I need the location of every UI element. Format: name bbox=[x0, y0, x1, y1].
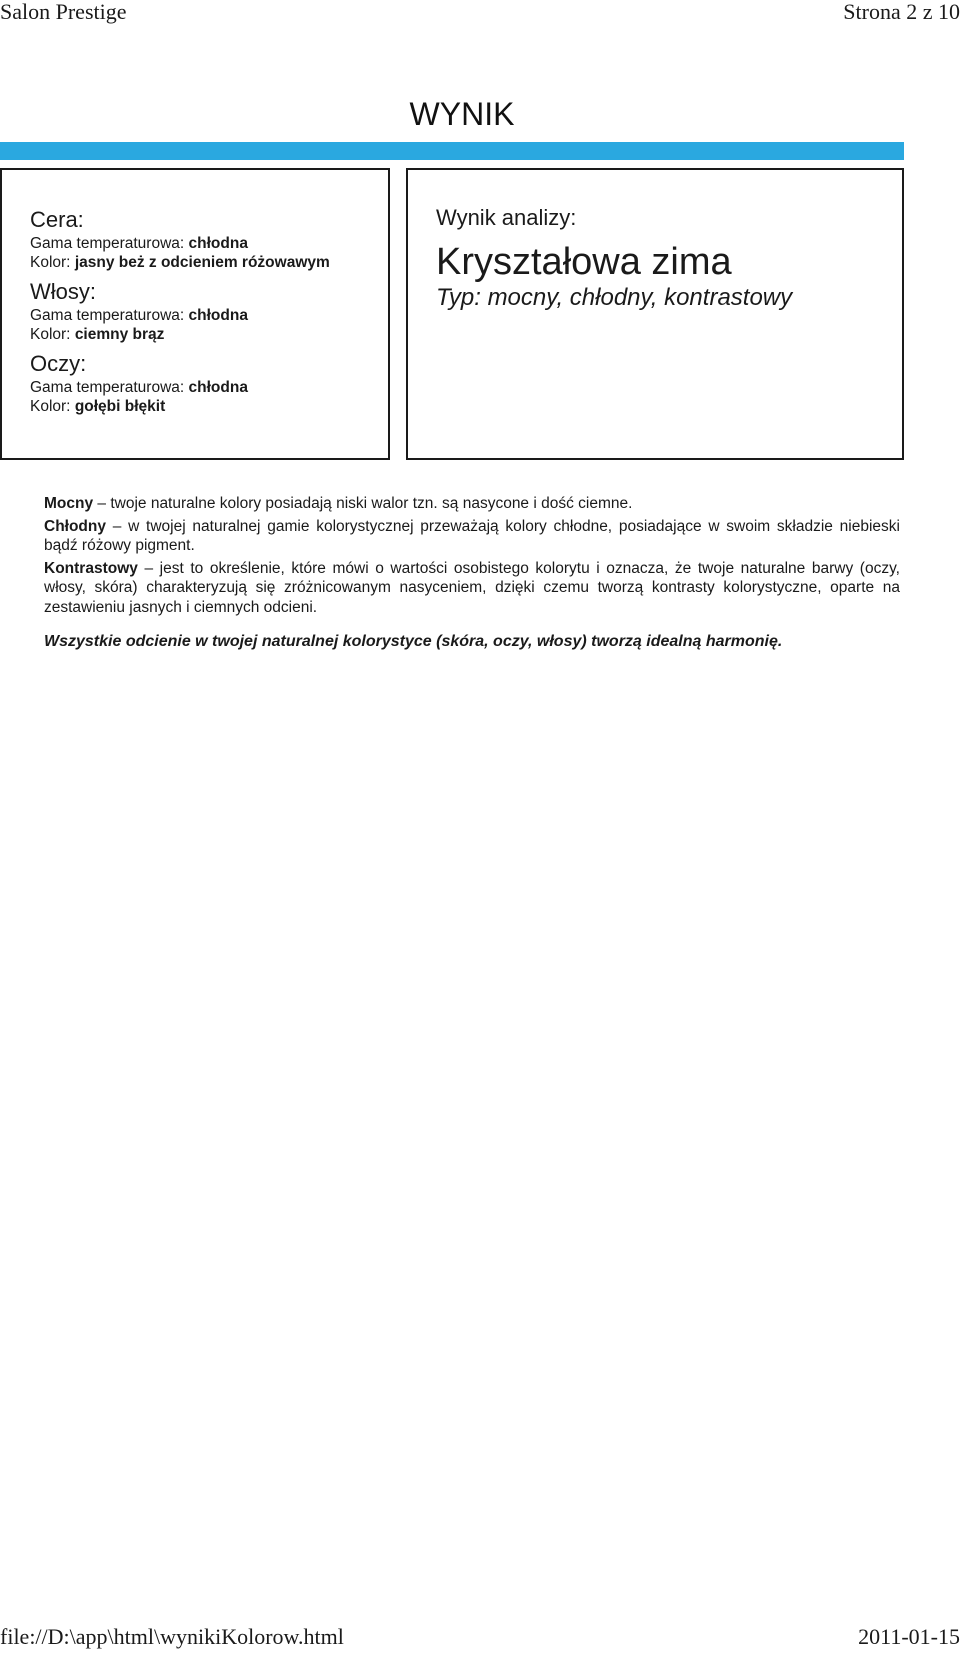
description-paragraph bbox=[44, 559, 900, 618]
accent-bar bbox=[0, 142, 904, 160]
print-footer bbox=[0, 1624, 960, 1652]
feature-value: jasny beż z odcieniem różowawym bbox=[74, 254, 330, 271]
description-term: Chłodny bbox=[44, 517, 106, 535]
feature-value: gołębi błękit bbox=[74, 398, 166, 415]
feature-heading: Cera: bbox=[30, 207, 84, 232]
feature-line bbox=[30, 234, 380, 253]
feature-label: Gama temperaturowa: bbox=[30, 379, 189, 396]
feature-line bbox=[30, 378, 380, 397]
analysis-box bbox=[406, 168, 904, 460]
description-paragraph bbox=[44, 517, 900, 556]
analysis-label: Wynik analizy: bbox=[436, 205, 577, 230]
file-path: file://D:\app\html\wynikiKolorow.html bbox=[0, 1624, 344, 1649]
description-text: – twoje naturalne kolory posiadają niski walor tzn. są nasycone i dość ciemne. bbox=[93, 495, 633, 512]
features-box bbox=[0, 168, 390, 460]
season-type: Typ: mocny, chłodny, kontrastowy bbox=[436, 284, 793, 311]
description-text: – w twojej naturalnej gamie kolorystycznej przeważają kolory chłodne, posiadające w swoim składzie niebieski bądź różowy pigment. bbox=[44, 517, 900, 555]
descriptions bbox=[44, 494, 900, 654]
features-list bbox=[30, 206, 380, 422]
feature-value: ciemny brąz bbox=[74, 326, 165, 343]
feature-label: Gama temperaturowa: bbox=[30, 235, 189, 252]
page-title: WYNIK bbox=[409, 96, 515, 132]
site-name: Salon Prestige bbox=[0, 0, 127, 24]
season-name: Kryształowa zima bbox=[436, 241, 732, 283]
feature-line bbox=[30, 306, 380, 325]
feature-skin bbox=[30, 206, 380, 272]
feature-eyes bbox=[30, 350, 380, 416]
feature-heading: Włosy: bbox=[30, 279, 96, 304]
feature-hair bbox=[30, 278, 380, 344]
description-paragraph bbox=[44, 494, 900, 514]
print-header bbox=[0, 0, 960, 25]
feature-line bbox=[30, 397, 380, 416]
feature-heading: Oczy: bbox=[30, 351, 87, 376]
description-term: Mocny bbox=[44, 495, 94, 512]
feature-line bbox=[30, 325, 380, 344]
feature-value: chłodna bbox=[188, 379, 248, 396]
summary-text: Wszystkie odcienie w twojej naturalnej kolorystyce (skóra, oczy, włosy) tworzą idealną harmonię. bbox=[44, 632, 783, 650]
feature-line bbox=[30, 253, 380, 272]
feature-label: Gama temperaturowa: bbox=[30, 307, 189, 324]
page-number: Strona 2 z 10 bbox=[843, 0, 960, 24]
analysis-result bbox=[436, 204, 896, 312]
feature-label: Kolor: bbox=[30, 254, 75, 271]
feature-label: Kolor: bbox=[30, 398, 75, 415]
description-text: – jest to określenie, które mówi o wartości osobistego kolorytu i oznacza, że twoje naturalne barwy (oczy, włosy, skóra) charakteryzują się zróżnicowanym nasyceniem, dzięki czemu tworzą kontrasty kolorystyczne, oparte na zestawieniu jasnych i ciemnych odcieni. bbox=[44, 559, 900, 616]
feature-value: chłodna bbox=[188, 307, 248, 324]
print-date: 2011-01-15 bbox=[858, 1624, 960, 1649]
description-term: Kontrastowy bbox=[44, 559, 138, 577]
feature-value: chłodna bbox=[188, 235, 248, 252]
feature-label: Kolor: bbox=[30, 326, 75, 343]
